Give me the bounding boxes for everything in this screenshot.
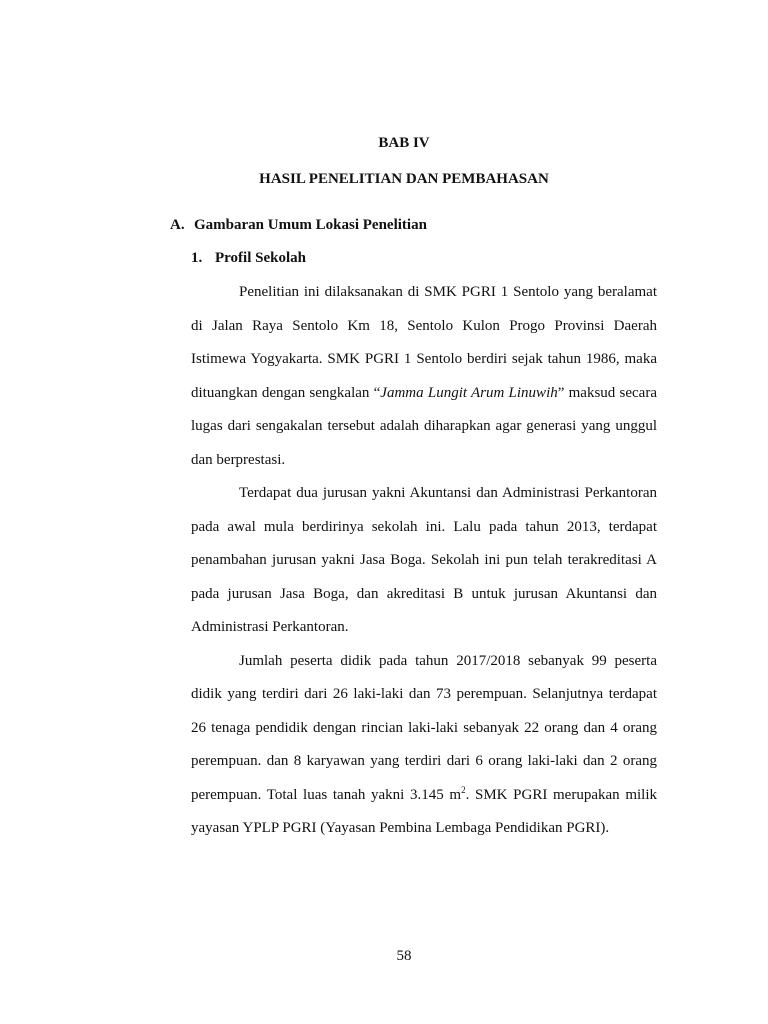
chapter-label: BAB IV <box>378 135 430 151</box>
paragraph-3 <box>191 645 657 846</box>
subsection-number: 1. <box>191 250 203 266</box>
subsection-title: Profil Sekolah <box>215 250 306 266</box>
section-number: A. <box>170 217 185 233</box>
subsection-heading <box>191 250 306 267</box>
paragraph-1-text-a: Penelitian ini dilaksanakan di SMK PGRI 1 Sentolo yang beralamat di Jalan Raya Sentolo Km 18, Sentolo Kulon Progo Provinsi Daerah Istimewa Yogyakarta. SMK PGRI 1 Sentolo berdiri sejak tahun 1986, maka dituangkan dengan sengkalan “ <box>191 284 657 401</box>
chapter-title: HASIL PENELITIAN DAN PEMBAHASAN <box>259 171 549 187</box>
section-title: Gambaran Umum Lokasi Penelitian <box>194 217 427 233</box>
paragraph-2: Terdapat dua jurusan yakni Akuntansi dan Administrasi Perkantoran pada awal mula berdirinya sekolah ini. Lalu pada tahun 2013, terdapat penambahan jurusan yakni Jasa Boga. Sekolah ini pun telah terakreditasi A pada jurusan Jasa Boga, dan akreditasi B untuk jurusan Akuntansi dan Administrasi Perkantoran. <box>191 485 657 635</box>
paragraph-3-text-b: . SMK PGRI merupakan milik yayasan YPLP PGRI (Yayasan Pembina Lembaga Pendidikan PGRI). <box>191 786 657 836</box>
paragraph-1 <box>191 276 657 477</box>
page-number: 58 <box>396 948 412 964</box>
area-unit-superscript: 2 <box>461 784 466 795</box>
paragraph-1-text-b: ” maksud secara lugas dari sengakalan tersebut adalah diharapkan agar generasi yang unggul dan berprestasi. <box>191 384 657 468</box>
paragraph-3-text-a: Jumlah peserta didik pada tahun 2017/2018 sebanyak 99 peserta didik yang terdiri dari 26 laki-laki dan 73 perempuan. Selanjutnya terdapat 26 tenaga pendidik dengan rincian laki-laki sebanyak 22 orang dan 4 orang perempuan. dan 8 karyawan yang terdiri dari 6 orang laki-laki dan 2 orang perempuan. Total luas tanah yakni 3.145 m <box>191 652 657 803</box>
section-heading <box>170 217 427 234</box>
body-text <box>191 276 657 846</box>
sengkalan-quote: Jamma Lungit Arum Linuwih <box>380 384 558 401</box>
